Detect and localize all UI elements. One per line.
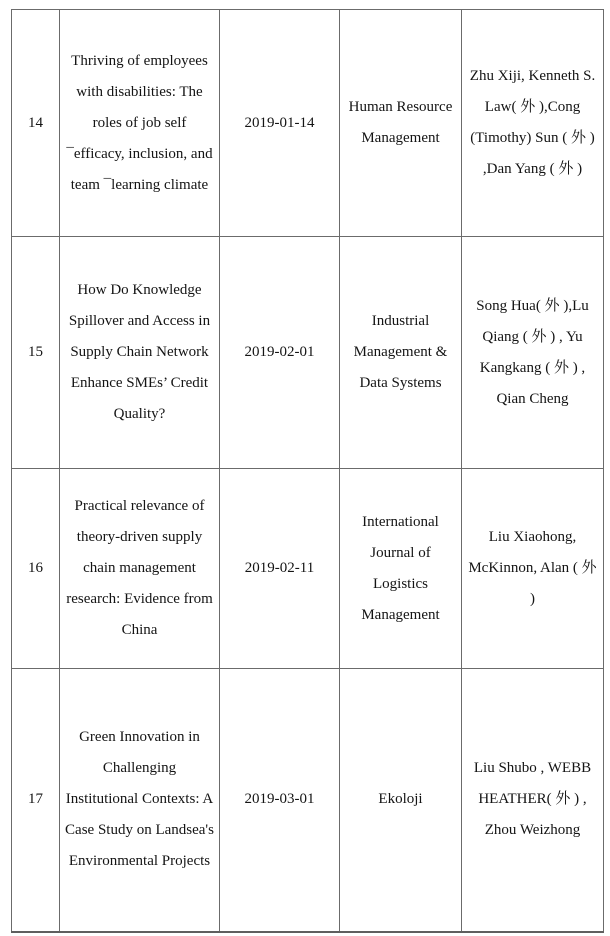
cell-row-number: 15 bbox=[12, 237, 60, 469]
table-row bbox=[12, 10, 604, 237]
publications-table bbox=[11, 9, 604, 933]
cell-row-number: 14 bbox=[12, 10, 60, 237]
cell-title: Thriving of employees with disabilities: The roles of job self ¯efficacy, inclusion, and team ¯learning climate bbox=[60, 10, 220, 237]
cell-date: 2019-01-14 bbox=[220, 10, 340, 237]
cell-date: 2019-02-01 bbox=[220, 237, 340, 469]
table-row bbox=[12, 469, 604, 669]
table-row bbox=[12, 669, 604, 932]
cell-authors: Liu Xiaohong, McKinnon, Alan ( 外 ) bbox=[462, 469, 604, 669]
cell-journal: International Journal of Logistics Management bbox=[340, 469, 462, 669]
cell-journal: Ekoloji bbox=[340, 669, 462, 932]
cell-row-number: 17 bbox=[12, 669, 60, 932]
cell-title: Practical relevance of theory-driven supply chain management research: Evidence from China bbox=[60, 469, 220, 669]
cell-date: 2019-03-01 bbox=[220, 669, 340, 932]
cell-authors: Song Hua( 外 ),Lu Qiang ( 外 ) , Yu Kangkang ( 外 ) , Qian Cheng bbox=[462, 237, 604, 469]
cell-title: How Do Knowledge Spillover and Access in Supply Chain Network Enhance SMEs’ Credit Quality? bbox=[60, 237, 220, 469]
cell-journal: Human Resource Management bbox=[340, 10, 462, 237]
cell-row-number: 16 bbox=[12, 469, 60, 669]
cell-journal: Industrial Management & Data Systems bbox=[340, 237, 462, 469]
cell-date: 2019-02-11 bbox=[220, 469, 340, 669]
cell-authors: Liu Shubo , WEBB HEATHER( 外 ) , Zhou Weizhong bbox=[462, 669, 604, 932]
cell-authors: Zhu Xiji, Kenneth S. Law( 外 ),Cong (Timothy) Sun ( 外 ) ,Dan Yang ( 外 ) bbox=[462, 10, 604, 237]
table-row bbox=[12, 237, 604, 469]
cell-title: Green Innovation in Challenging Institutional Contexts: A Case Study on Landsea's Environmental Projects bbox=[60, 669, 220, 932]
